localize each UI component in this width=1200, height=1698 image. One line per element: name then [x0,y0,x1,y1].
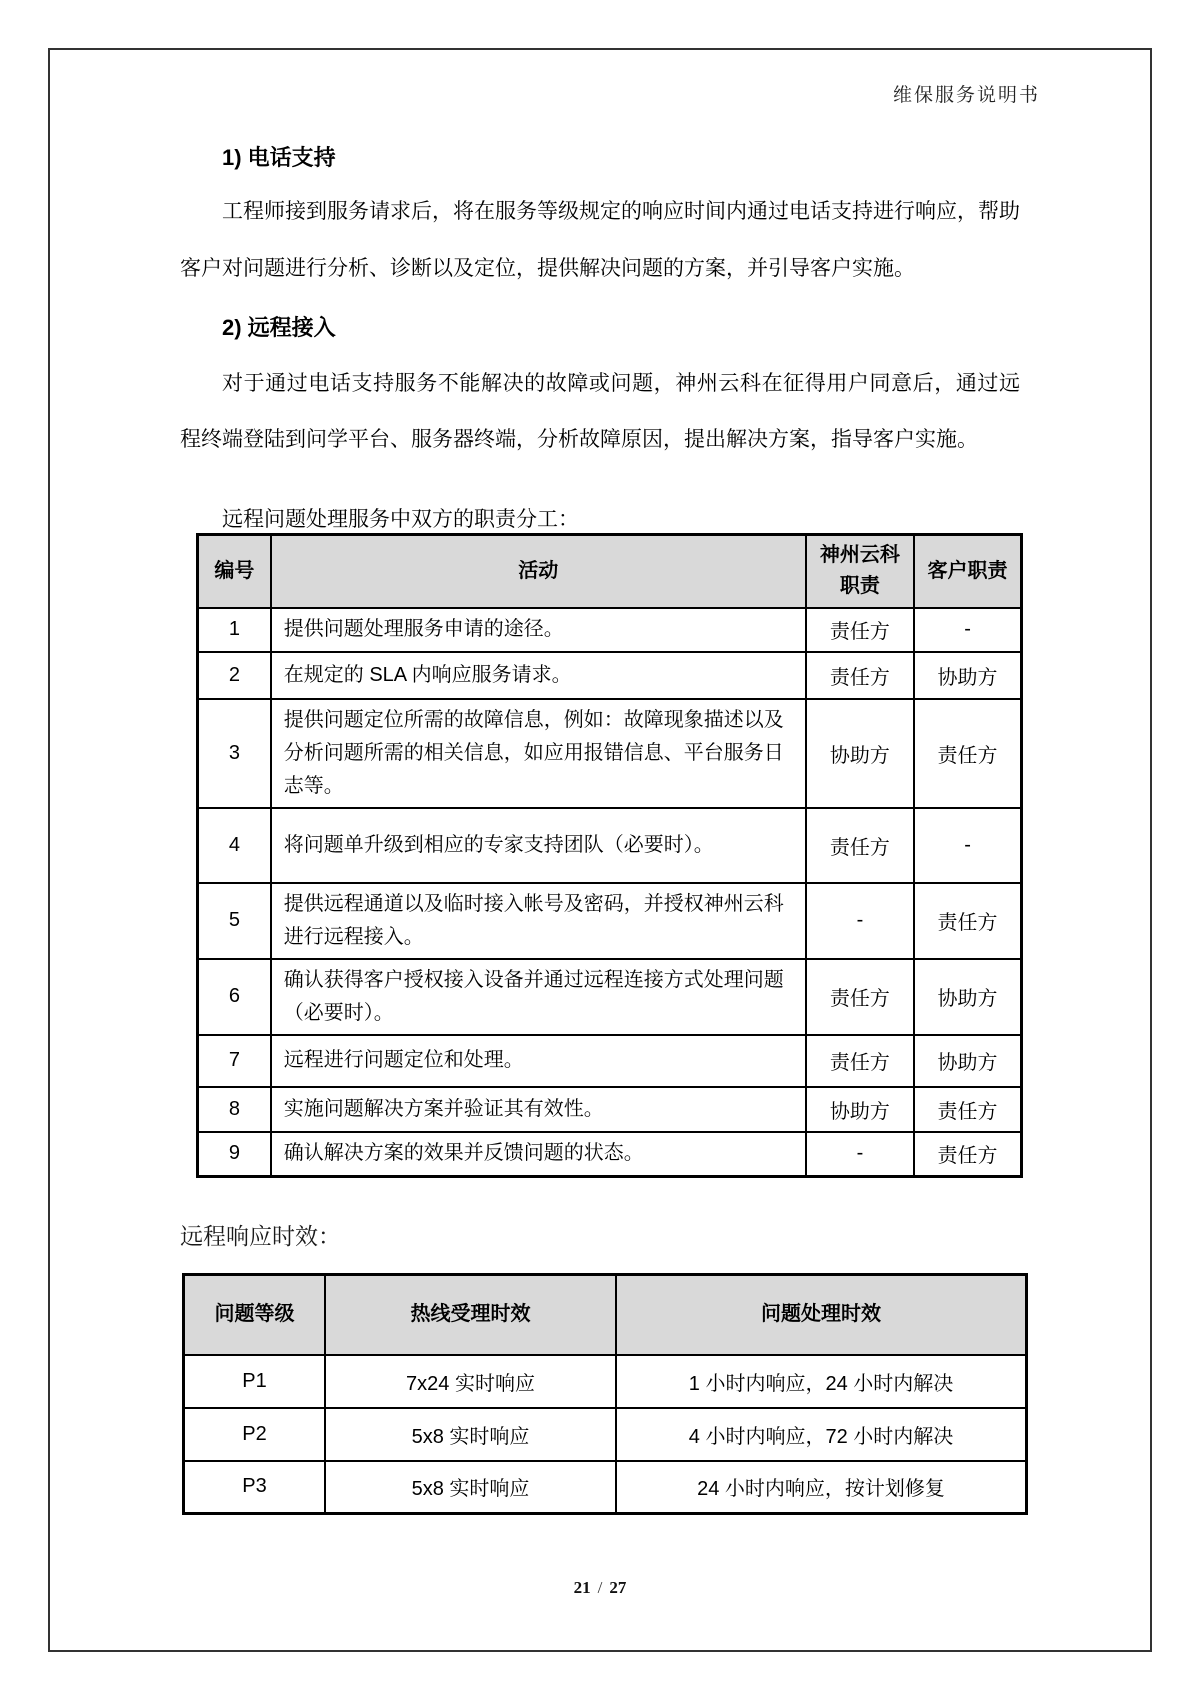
responsibility-table [196,533,1023,1178]
cell-hotline: 5x8 实时响应 [325,1408,616,1461]
header-cell-handling: 问题处理时效 [616,1275,1026,1355]
cell-vendor: 协助方 [806,1087,914,1132]
responsibility-table-wrapper [196,533,1023,1178]
cell-activity: 提供问题处理服务申请的途径。 [271,608,806,652]
cell-handling: 4 小时内响应，72 小时内解决 [616,1408,1026,1461]
cell-activity: 远程进行问题定位和处理。 [271,1035,806,1087]
section-1-paragraph-line-1: 工程师接到服务请求后，将在服务等级规定的响应时间内通过电话支持进行响应，帮助 [222,200,1020,223]
cell-vendor: - [806,883,914,959]
cell-customer: 协助方 [914,959,1021,1035]
page-number [0,1578,1200,1598]
table-header-row [198,535,1022,608]
cell-handling: 1 小时内响应，24 小时内解决 [616,1355,1026,1408]
table-row [198,1132,1022,1177]
table-row [184,1355,1027,1408]
cell-customer: 责任方 [914,883,1021,959]
cell-vendor: 责任方 [806,1035,914,1087]
cell-activity: 确认解决方案的效果并反馈问题的状态。 [271,1132,806,1177]
cell-vendor: 协助方 [806,699,914,808]
header-cell-vendor: 神州云科职责 [806,535,914,608]
sla-table-wrapper [182,1273,1028,1515]
cell-vendor: 责任方 [806,959,914,1035]
document-title-header: 维保服务说明书 [892,85,1040,106]
cell-no: 1 [198,608,271,652]
cell-no: 9 [198,1132,271,1177]
cell-customer: - [914,608,1021,652]
table-row [198,652,1022,699]
table-row [198,1035,1022,1087]
cell-activity: 在规定的 SLA 内响应服务请求。 [271,652,806,699]
cell-hotline: 7x24 实时响应 [325,1355,616,1408]
cell-vendor: 责任方 [806,608,914,652]
section-2-paragraph-line-1: 对于通过电话支持服务不能解决的故障或问题，神州云科在征得用户同意后，通过远 [222,372,1020,395]
section-2-heading: 2) 远程接入 [222,315,336,340]
cell-no: 3 [198,699,271,808]
cell-activity: 提供问题定位所需的故障信息，例如：故障现象描述以及分析问题所需的相关信息，如应用报错信息、平台服务日志等。 [271,699,806,808]
header-cell-no: 编号 [198,535,271,608]
cell-activity: 提供远程通道以及临时接入帐号及密码，并授权神州云科进行远程接入。 [271,883,806,959]
page-separator: / [597,1578,603,1597]
cell-no: 8 [198,1087,271,1132]
table-row [198,608,1022,652]
cell-handling: 24 小时内响应，按计划修复 [616,1461,1026,1514]
cell-customer: 协助方 [914,652,1021,699]
table-row [198,959,1022,1035]
section-1-heading: 1) 电话支持 [222,145,336,170]
header-cell-level: 问题等级 [184,1275,326,1355]
cell-vendor: - [806,1132,914,1177]
table-row [198,808,1022,883]
cell-activity: 实施问题解决方案并验证其有效性。 [271,1087,806,1132]
header-cell-customer: 客户职责 [914,535,1021,608]
cell-no: 5 [198,883,271,959]
table-row [198,699,1022,808]
cell-level: P3 [184,1461,326,1514]
cell-no: 2 [198,652,271,699]
cell-customer: - [914,808,1021,883]
header-cell-activity: 活动 [271,535,806,608]
section-2-paragraph-line-2: 程终端登陆到问学平台、服务器终端，分析故障原因，提出解决方案，指导客户实施。 [180,428,978,451]
cell-activity: 将问题单升级到相应的专家支持团队（必要时）。 [271,808,806,883]
page-total: 27 [609,1578,627,1597]
cell-customer: 协助方 [914,1035,1021,1087]
cell-level: P1 [184,1355,326,1408]
cell-customer: 责任方 [914,699,1021,808]
table-row [184,1408,1027,1461]
page-current: 21 [573,1578,591,1597]
cell-customer: 责任方 [914,1132,1021,1177]
cell-activity: 确认获得客户授权接入设备并通过远程连接方式处理问题（必要时）。 [271,959,806,1035]
cell-vendor: 责任方 [806,808,914,883]
table-row [198,1087,1022,1132]
cell-no: 7 [198,1035,271,1087]
cell-level: P2 [184,1408,326,1461]
cell-hotline: 5x8 实时响应 [325,1461,616,1514]
sla-table [182,1273,1028,1515]
cell-no: 4 [198,808,271,883]
cell-customer: 责任方 [914,1087,1021,1132]
table-header-row [184,1275,1027,1355]
section-1-paragraph-line-2: 客户对问题进行分析、诊断以及定位，提供解决问题的方案，并引导客户实施。 [180,257,915,280]
cell-no: 6 [198,959,271,1035]
table-row [184,1461,1027,1514]
header-cell-hotline: 热线受理时效 [325,1275,616,1355]
cell-vendor: 责任方 [806,652,914,699]
sla-table-intro: 远程响应时效： [180,1223,341,1249]
responsibility-table-intro: 远程问题处理服务中双方的职责分工： [222,508,579,531]
table-row [198,883,1022,959]
